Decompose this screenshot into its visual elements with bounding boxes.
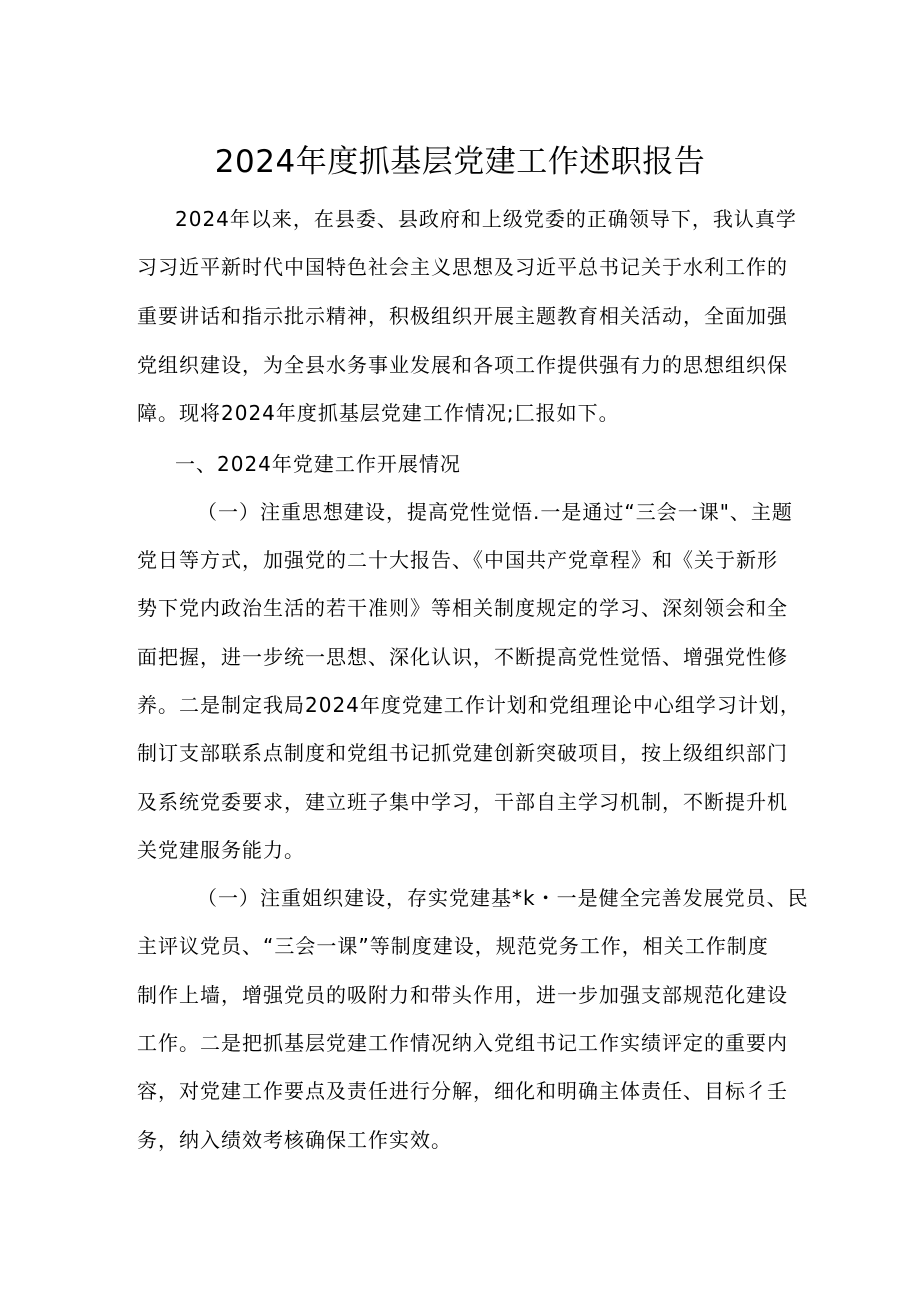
document-title: 2024年度抓基层党建工作述职报告 [214,144,706,180]
intro-line: 2024年以来，在县委、县政府和上级党委的正确领导下，我认真学 [175,207,797,231]
intro-line: 障。现将2024年度抓基层党建工作情况;匚报如下。 [137,401,620,425]
para2-line: 工作。二是把抓基层党建工作情况纳入党组书记工作实绩评定的重要内 [137,1031,788,1055]
para1-line: 面把握，进一步统一思想、深化认识，不断提高党性觉悟、增强党性修 [137,645,788,669]
intro-line: 习习近平新时代中国特色社会主义思想及习近平总书记关于水利工作的 [137,255,788,279]
para1-line: 党日等方式，加强党的二十大报告、《中国共产党章程》和《关于新形 [137,548,778,572]
para1-line: 势下党内政治生活的若干准则》等相关制度规定的学习、深刻领会和全 [137,596,788,620]
intro-line: 重要讲话和指示批示精神，积极组织开展主题教育相关活动，全面加强 [137,304,788,328]
para2-line: 主评议党员、“三会一课”等制度建设，规范党务工作，相关工作制度 [137,934,769,958]
para2-line: （一）注重姐织建设，存实党建基*k・一是健全完善发展党员、民 [197,886,809,910]
para1-line: 制订支部联系点制度和党组书记抓党建创新突破项目，按上级组织部门 [137,741,788,765]
para1-line: 关党建服务能力。 [137,838,305,862]
para2-line: 容，对党建工作要点及责任进行分解，细化和明确主体责任、目标彳壬 [137,1079,788,1103]
para1-line: 养。二是制定我局2024年度党建工作计划和党组理论中心组学习计划， [137,693,801,717]
para2-line: 务，纳入绩效考核确保工作实效。 [137,1128,452,1152]
intro-line: 党组织建设，为全县水务事业发展和各项工作提供强有力的思想组织保 [137,353,788,377]
para1-line: （一）注重思想建设，提高党性觉悟.一是通过“三会一课"、主题 [197,500,793,524]
para2-line: 制作上墙，增强党员的吸附力和带头作用，进一步加强支部规范化建设 [137,983,788,1007]
section-heading: 一、2024年党建工作开展情况 [175,452,461,476]
para1-line: 及系统党委要求，建立班子集中学习，干部自主学习机制，不断提升机 [137,790,788,814]
